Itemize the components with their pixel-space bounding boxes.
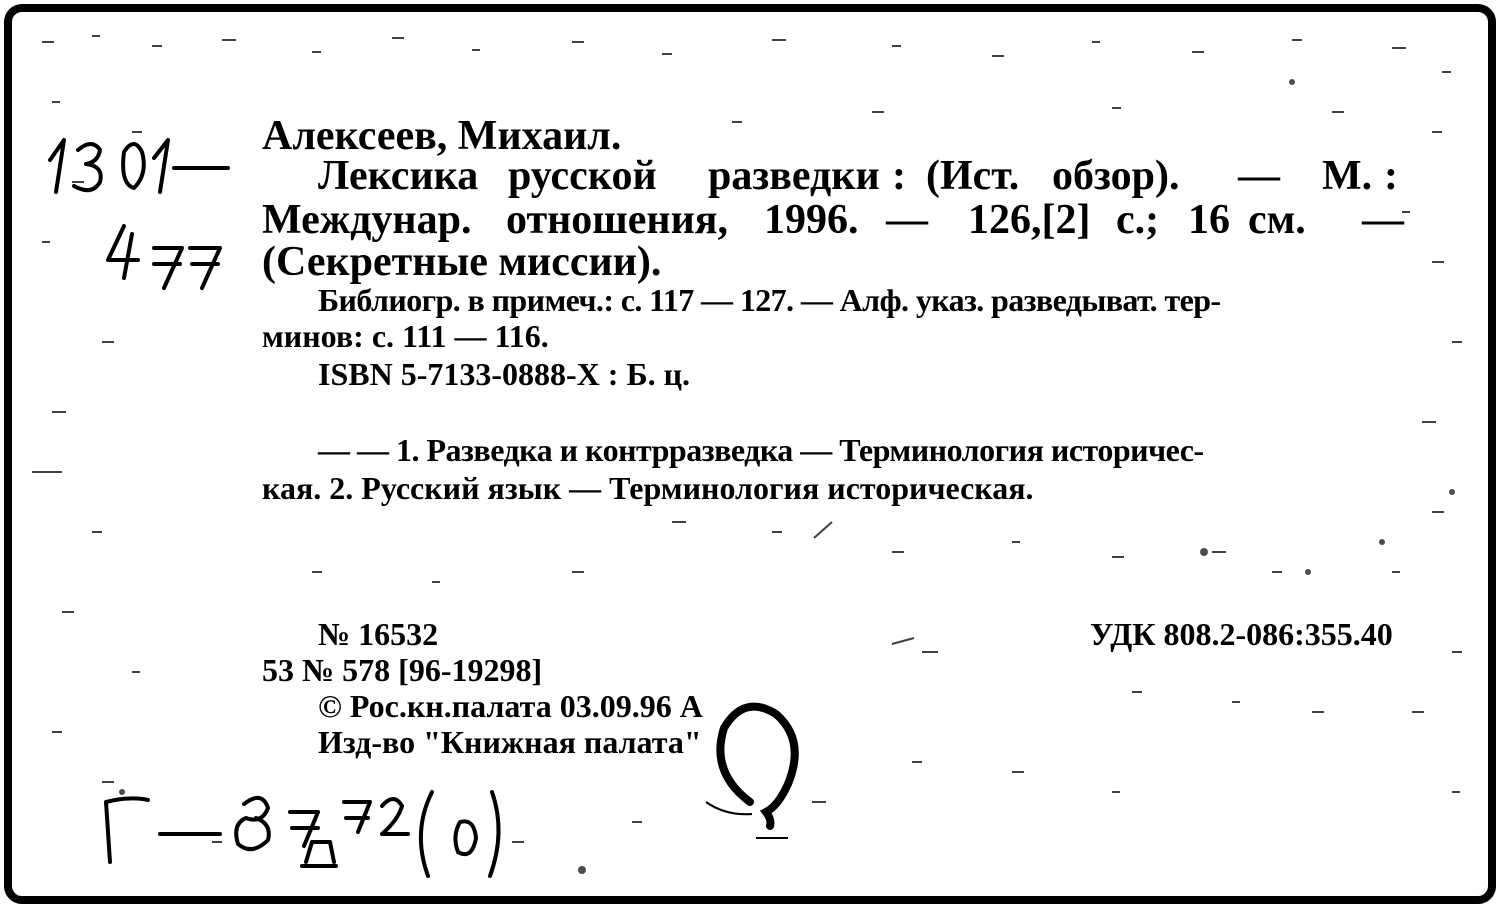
bibliography-note: Библиогр. в примеч.: с. 117 — 127. — Алф. указ. разведыват. тер-	[318, 282, 1221, 318]
subject-headings-cont: кая. 2. Русский язык — Терминология историческая.	[262, 470, 1034, 506]
title-word: разведки	[708, 153, 880, 199]
title-word: :	[892, 153, 906, 199]
title-word: см.	[1248, 197, 1306, 243]
registration-number: 53 № 578 [96-19298]	[262, 652, 543, 688]
title-word: (Ист.	[926, 153, 1020, 199]
title-word: с.;	[1116, 197, 1160, 243]
catalog-card	[4, 4, 1496, 904]
title-word: 1996.	[764, 197, 859, 243]
bibliography-note-cont: минов: с. 111 — 116.	[262, 318, 549, 354]
title-word: обзор).	[1052, 153, 1180, 199]
card-number: № 16532	[318, 616, 439, 652]
title-word: —	[1238, 153, 1280, 199]
isbn: ISBN 5-7133-0888-X : Б. ц.	[318, 356, 691, 392]
copyright-line: © Рос.кн.палата 03.09.96 А	[318, 688, 703, 724]
title-word: —	[886, 197, 928, 243]
title-word: 16	[1188, 197, 1230, 243]
author: Алексеев, Михаил.	[262, 113, 622, 159]
title-word: 126,[2]	[968, 197, 1091, 243]
title-word: —	[1362, 197, 1404, 243]
handwritten-oval-mark	[696, 692, 826, 852]
title-word: :	[1384, 153, 1398, 199]
handwritten-shelf-mark	[36, 122, 276, 312]
title-word: отношения,	[506, 197, 728, 243]
title-word: Междунар.	[262, 197, 472, 243]
title-word: М.	[1322, 153, 1373, 199]
publisher-line: Изд-во "Книжная палата"	[318, 724, 702, 760]
series: (Секретные миссии).	[262, 239, 662, 285]
handwritten-bottom-code	[82, 772, 582, 882]
subject-headings: — — 1. Разведка и контрразведка — Терминология историчес-	[318, 432, 1204, 468]
udk-code: УДК 808.2-086:355.40	[1090, 616, 1393, 652]
title-word: Лексика	[318, 153, 479, 199]
title-word: русской	[508, 153, 657, 199]
